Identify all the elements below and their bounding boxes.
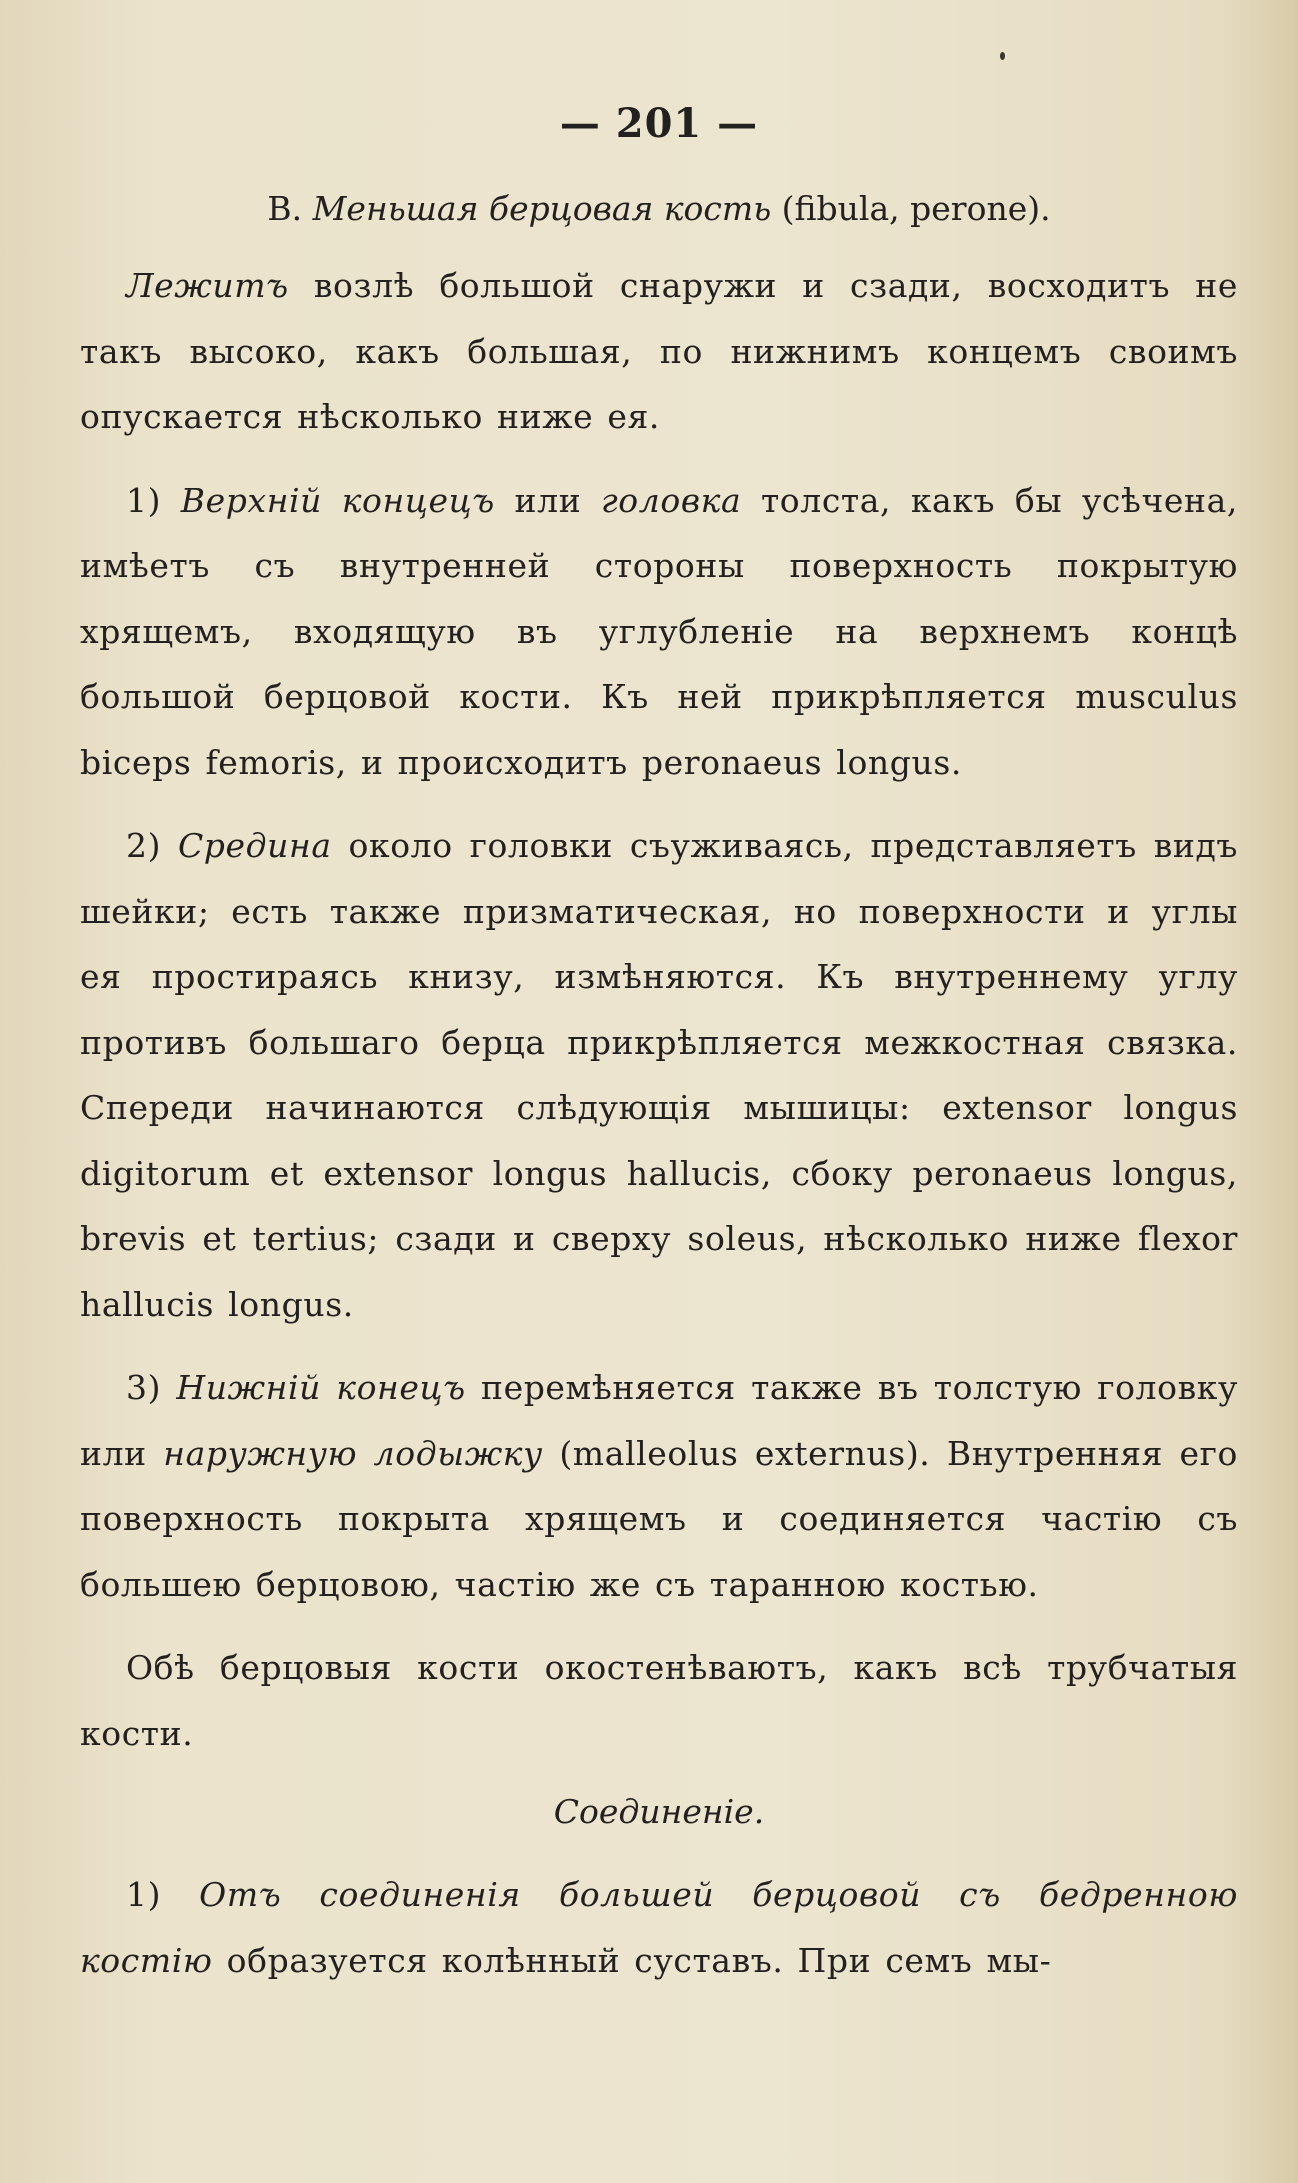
- paragraph-middle: [80, 813, 1238, 1337]
- connection-text: образуется колѣнный суставъ. При семъ мы-: [226, 1940, 1052, 1980]
- conjunction: или: [514, 480, 582, 520]
- paragraph-ossification: [80, 1635, 1238, 1766]
- item-number: 3): [126, 1368, 162, 1407]
- paragraph-upper-end: [80, 468, 1238, 796]
- term-middle: Средина: [177, 826, 332, 865]
- item-number: 1): [126, 1875, 162, 1914]
- item-number: 2): [126, 826, 162, 865]
- upper-end-text: толста, какъ бы усѣчена, имѣетъ съ внутренней стороны поверхность покрытую хрящемъ, входящую въ углубленіе на верхнемъ концѣ большой берцовой кости. Къ ней прикрѣпляется musculus biceps femoris, и происходитъ peronaeus longus.: [80, 480, 1238, 782]
- term-connection: Отъ соединенія большей берцовой съ бедренною: [199, 1875, 1238, 1914]
- middle-text: около головки съуживаясь, представляетъ видъ шейки; есть также призматическая, но поверхности и углы ея простираясь книзу, измѣняются. Къ внутреннему углу противъ большаго берца прикрѣпляется межкостная связка. Спереди начинаются слѣдующія мышицы: extensor longus digitorum et extensor longus hallucis, сбоку peronaeus longus, brevis et tertius; сзади и сверху soleus, нѣсколько ниже flexor hallucis longus.: [80, 826, 1239, 1324]
- lower-end-text-1: перемѣняется также въ толстую головку или: [80, 1368, 1239, 1473]
- term-upper-end: Верхній концецъ: [180, 480, 495, 520]
- section-title: Меньшая берцовая кость: [312, 189, 772, 228]
- section-latin-name: (fibula, perone).: [781, 189, 1051, 228]
- section-letter: В.: [267, 189, 303, 228]
- term-head: головка: [601, 480, 742, 520]
- item-number: 1): [126, 480, 162, 520]
- lower-end-text-2: (malleolus externus). Внутренняя его поверхность покрыта хрящемъ и соединяется частію съ большею берцовою, частію же съ таранною костью.: [80, 1433, 1238, 1604]
- ossification-text: Обѣ берцовыя кости окостенѣваютъ, какъ всѣ трубчатыя кости.: [80, 1648, 1238, 1753]
- paragraph-connection: [80, 1862, 1238, 1993]
- section-heading: [80, 183, 1238, 235]
- paragraph-intro: [80, 253, 1238, 450]
- term-outer-ankle: наружную лодыжку: [163, 1433, 543, 1473]
- intro-lead-term: Лежитъ: [126, 266, 289, 305]
- page-number: — 201 —: [559, 100, 759, 147]
- term-bone: костію: [80, 1940, 213, 1980]
- paragraph-lower-end: [80, 1355, 1238, 1617]
- ink-speck: [1000, 52, 1005, 60]
- subheading-connection: Соединеніе.: [553, 1792, 765, 1831]
- intro-text: возлѣ большой снаружи и сзади, восходитъ не такъ высоко, какъ большая, по нижнимъ концемъ своимъ опускается нѣсколько ниже ея.: [80, 266, 1238, 436]
- term-lower-end: Нижній конецъ: [176, 1368, 466, 1407]
